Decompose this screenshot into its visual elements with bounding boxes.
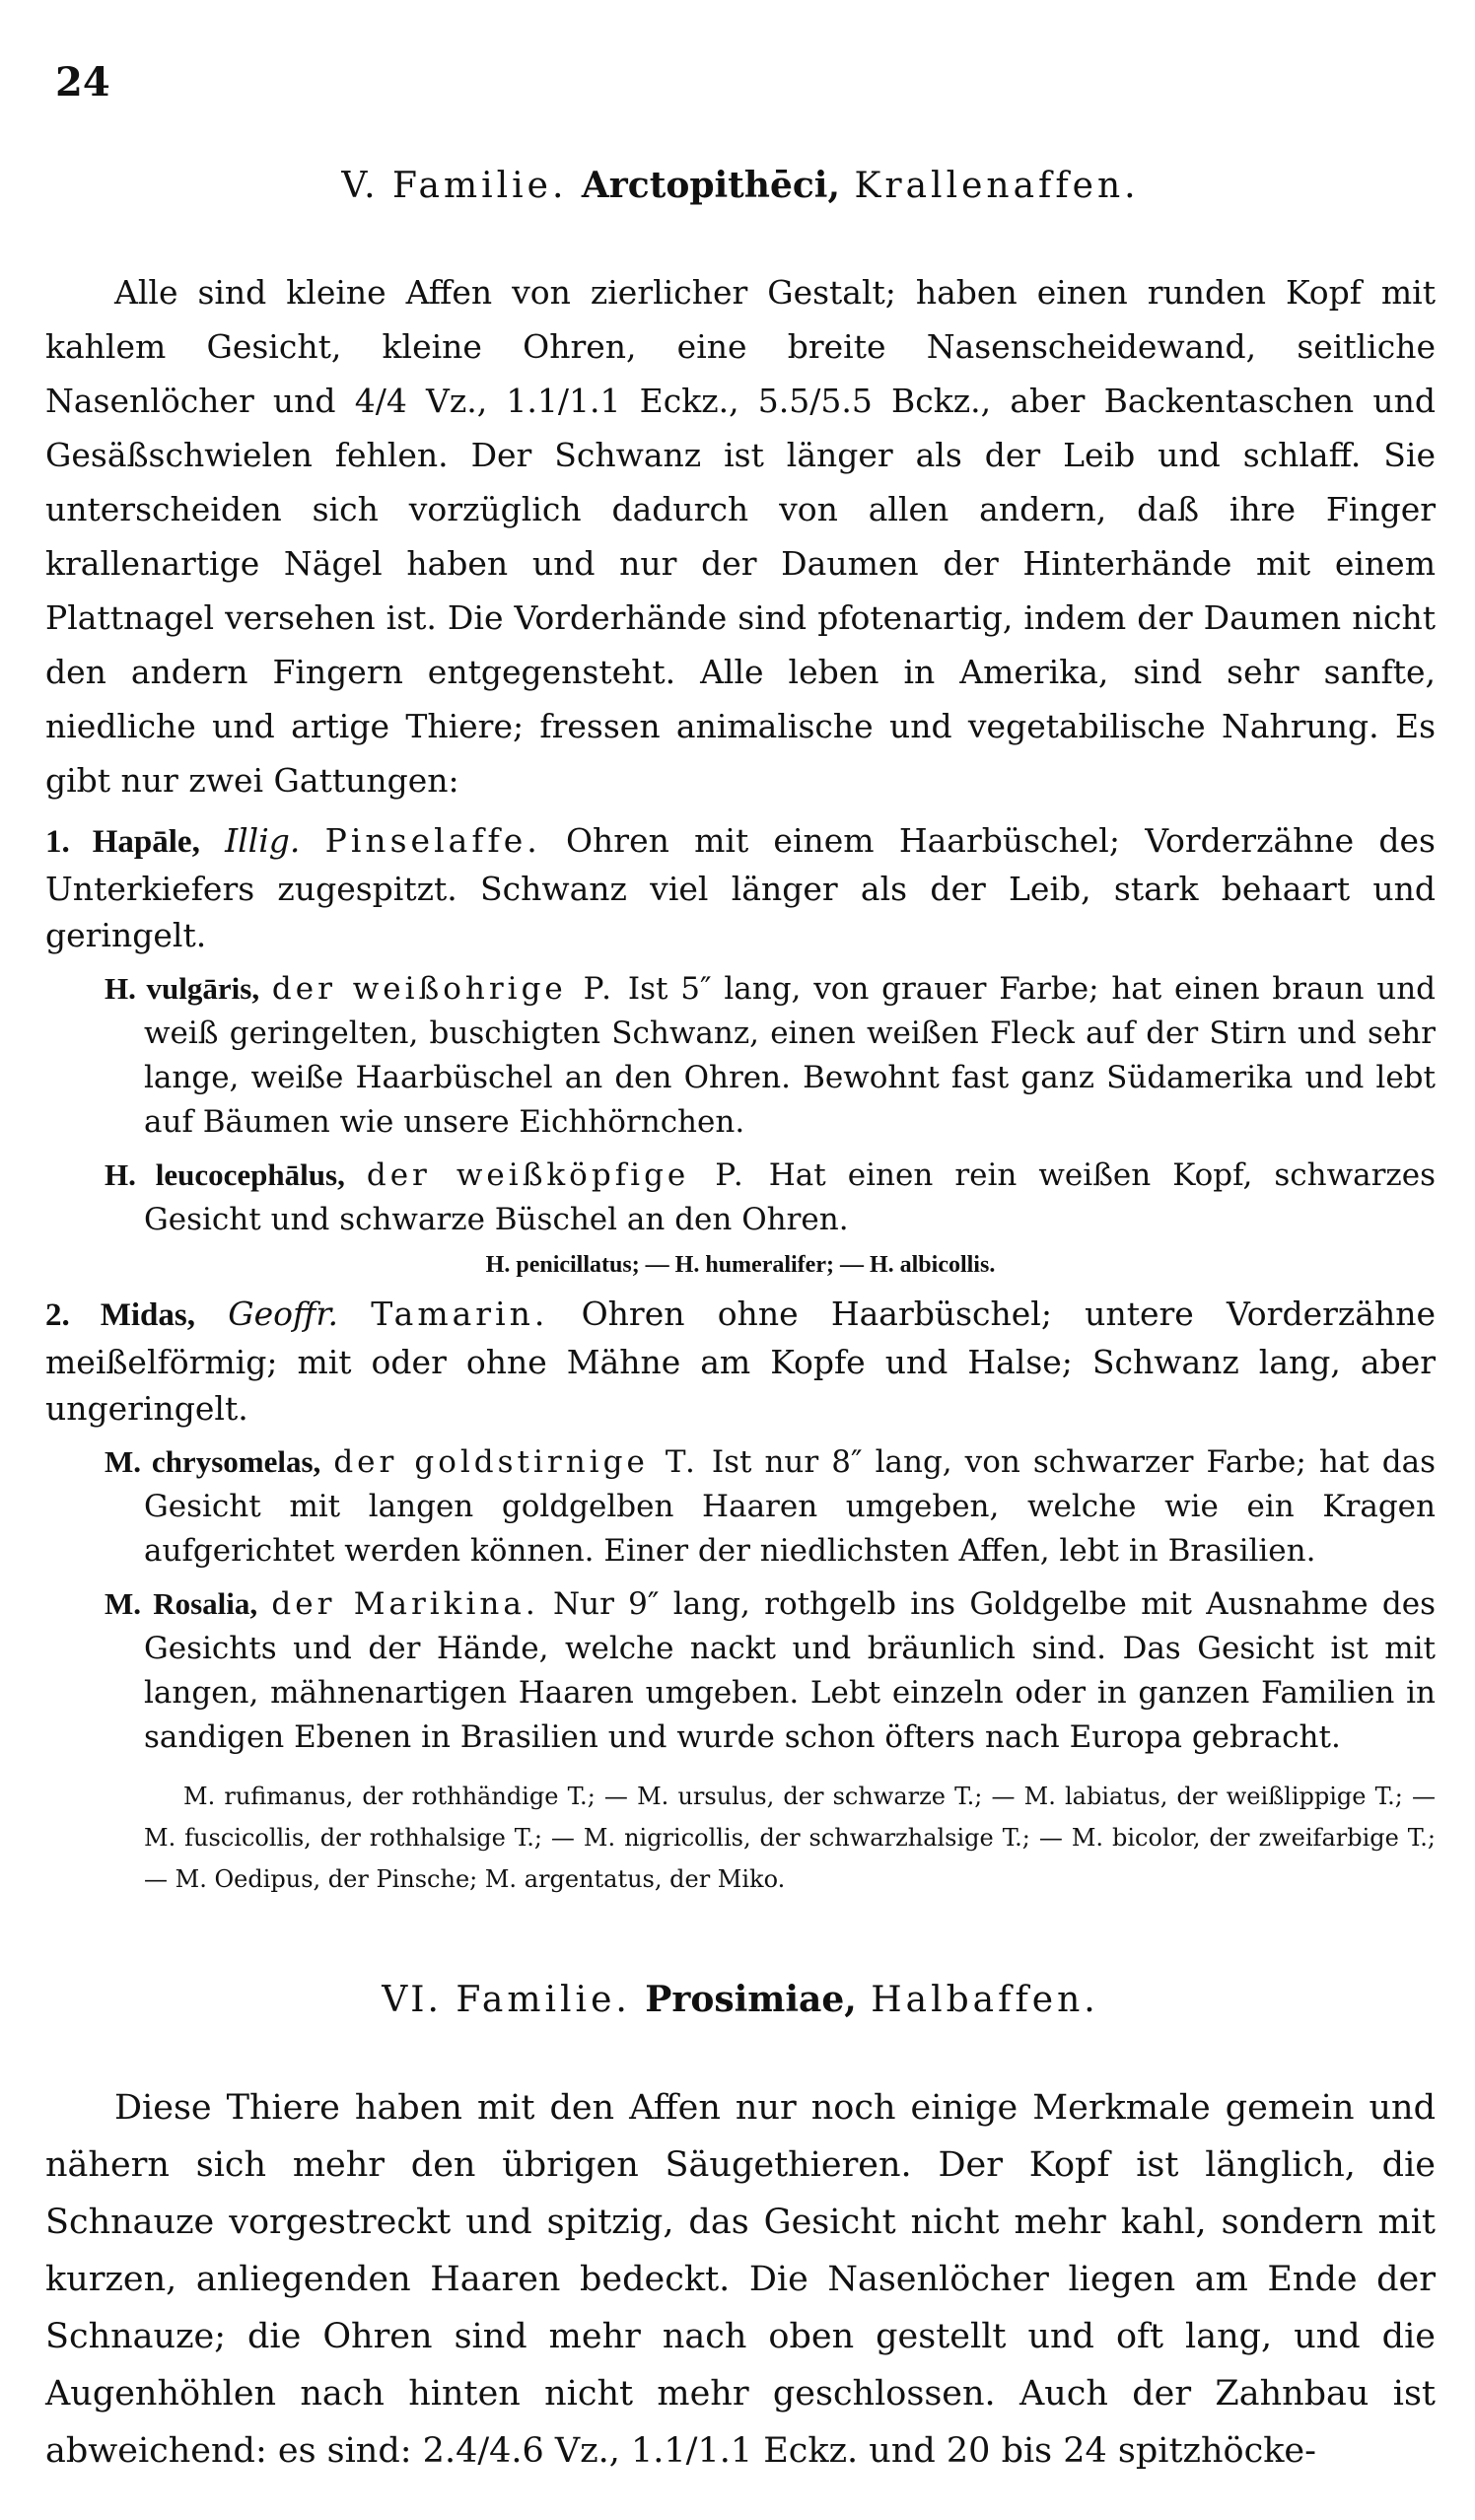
genus-common-name: Tamarin. (371, 1295, 549, 1333)
family-heading-vi (45, 1979, 1436, 2020)
species-common-name: der weißköpfige P. (366, 1157, 747, 1193)
species-name: M. chrysomelas, (105, 1444, 321, 1479)
species-common-name: der Marikina. (271, 1586, 539, 1622)
additional-species-list: M. rufimanus, der rothhändige T.; — M. ursulus, der schwarze T.; — M. labiatus, der weißlippige T.; — M. fuscicollis, der rothhalsige T.; — M. nigricollis, der schwarzhalsige T.; — M. bicolor, der zweifarbige T.; — M. Oedipus, der Pinsche; M. argentatus, der Miko. (144, 1783, 1436, 1893)
family-latin-name: Arctopithēci, (581, 165, 841, 206)
species-entry (105, 1153, 1436, 1242)
genus-name: 1. Hapāle, (45, 824, 200, 860)
species-name: M. Rosalia, (105, 1586, 258, 1621)
genus-author: Geoffr. (228, 1295, 338, 1333)
family-word: Familie. (391, 166, 568, 206)
genus-common-name: Pinselaffe. (324, 821, 541, 860)
family-word: Familie. (456, 1980, 631, 2020)
family-numeral: V. (341, 166, 379, 206)
family-german-name: Krallenaffen. (854, 166, 1140, 206)
species-description: Ist 5″ lang, von grauer Farbe; hat einen braun und weiß geringelten, buschigten Schwanz, einen weißen Fleck auf der Stirn und sehr lange, weiße Haarbüschel an den Ohren. Bewohnt fast ganz Südamerika und lebt auf Bäumen wie unsere Eichhörnchen. (144, 971, 1437, 1140)
species-description: Hat einen rein weißen Kopf, schwarzes Gesicht und schwarze Büschel an den Ohren. (144, 1157, 1436, 1237)
species-common-name: der goldstirnige T. (333, 1444, 699, 1480)
species-name: H. vulgāris, (105, 971, 260, 1006)
additional-species-list: H. penicillatus; — H. humeralifer; — H. albicollis. (485, 1252, 996, 1278)
family-description: Diese Thiere haben mit den Affen nur noch einige Merkmale gemein und nähern sich mehr den übrigen Säugethieren. Der Kopf ist länglich, die Schnauze vorgestreckt und spitzig, das Gesicht nicht mehr kahl, sondern mit kurzen, anliegenden Haaren bedeckt. Die Nasenlöcher liegen am Ende der Schnauze; die Ohren sind mehr nach oben gestellt und oft lang, und die Augenhöhlen nach hinten nicht mehr geschlossen. Auch der Zahnbau ist abweichend: es sind: 2.4/4.6 Vz., 1.1/1.1 Eckz. und 20 bis 24 spitzhöcke- (45, 2088, 1436, 2471)
species-name: H. leucocephālus, (105, 1157, 345, 1192)
species-common-name: der weißohrige P. (271, 971, 616, 1007)
page-number: 24 (55, 59, 110, 105)
family-numeral: VI. (382, 1980, 442, 2020)
genus-name: 2. Midas, (45, 1297, 195, 1333)
family-german-name: Halbaffen. (871, 1980, 1099, 2020)
species-description: Nur 9″ lang, rothgelb ins Goldgelbe mit Ausnahme des Gesichts und der Hände, welche nackt und bräunlich sind. Das Gesicht ist mit langen, mähnenartigen Haaren umgeben. Lebt einzeln oder in ganzen Familien in sandigen Ebenen in Brasilien und wurde schon öfters nach Europa gebracht. (144, 1586, 1436, 1755)
family-latin-name: Prosimiae, (645, 1979, 857, 2020)
genus-midas (45, 1291, 1436, 1432)
species-entry (105, 1581, 1436, 1760)
genus-hapale (45, 817, 1436, 958)
genus-description: Ohren mit einem Haarbüschel; Vorderzähne des Unterkiefers zugespitzt. Schwanz viel länger als der Leib, stark behaart und geringelt. (45, 821, 1436, 954)
genus-author: Illig. (225, 821, 301, 860)
family-heading-v (45, 165, 1436, 206)
family-description: Alle sind kleine Affen von zierlicher Gestalt; haben einen runden Kopf mit kahlem Gesicht, kleine Ohren, eine breite Nasenscheidewand, seitliche Nasenlöcher und 4/4 Vz., 1.1/1.1 Eckz., 5.5/5.5 Bckz., aber Backentaschen und Gesäßschwielen fehlen. Der Schwanz ist länger als der Leib und schlaff. Sie unterscheiden sich vorzüglich dadurch von allen andern, daß ihre Finger krallenartige Nägel haben und nur der Daumen der Hinterhände mit einem Plattnagel versehen ist. Die Vorderhände sind pfotenartig, indem der Daumen nicht den andern Fingern entgegensteht. Alle leben in Amerika, sind sehr sanfte, niedliche und artige Thiere; fressen animalische und vegetabilische Nahrung. Es gibt nur zwei Gattungen: (45, 273, 1436, 800)
genus-description: Ohren ohne Haarbüschel; untere Vorderzähne meißelförmig; mit oder ohne Mähne am Kopfe und Halse; Schwanz lang, aber ungeringelt. (45, 1295, 1436, 1428)
species-entry (105, 966, 1437, 1145)
species-entry (105, 1439, 1436, 1574)
species-description: Ist nur 8″ lang, von schwarzer Farbe; hat das Gesicht mit langen goldgelben Haaren umgeben, welche wie ein Kragen aufgerichtet werden können. Einer der niedlichsten Affen, lebt in Brasilien. (144, 1444, 1436, 1569)
